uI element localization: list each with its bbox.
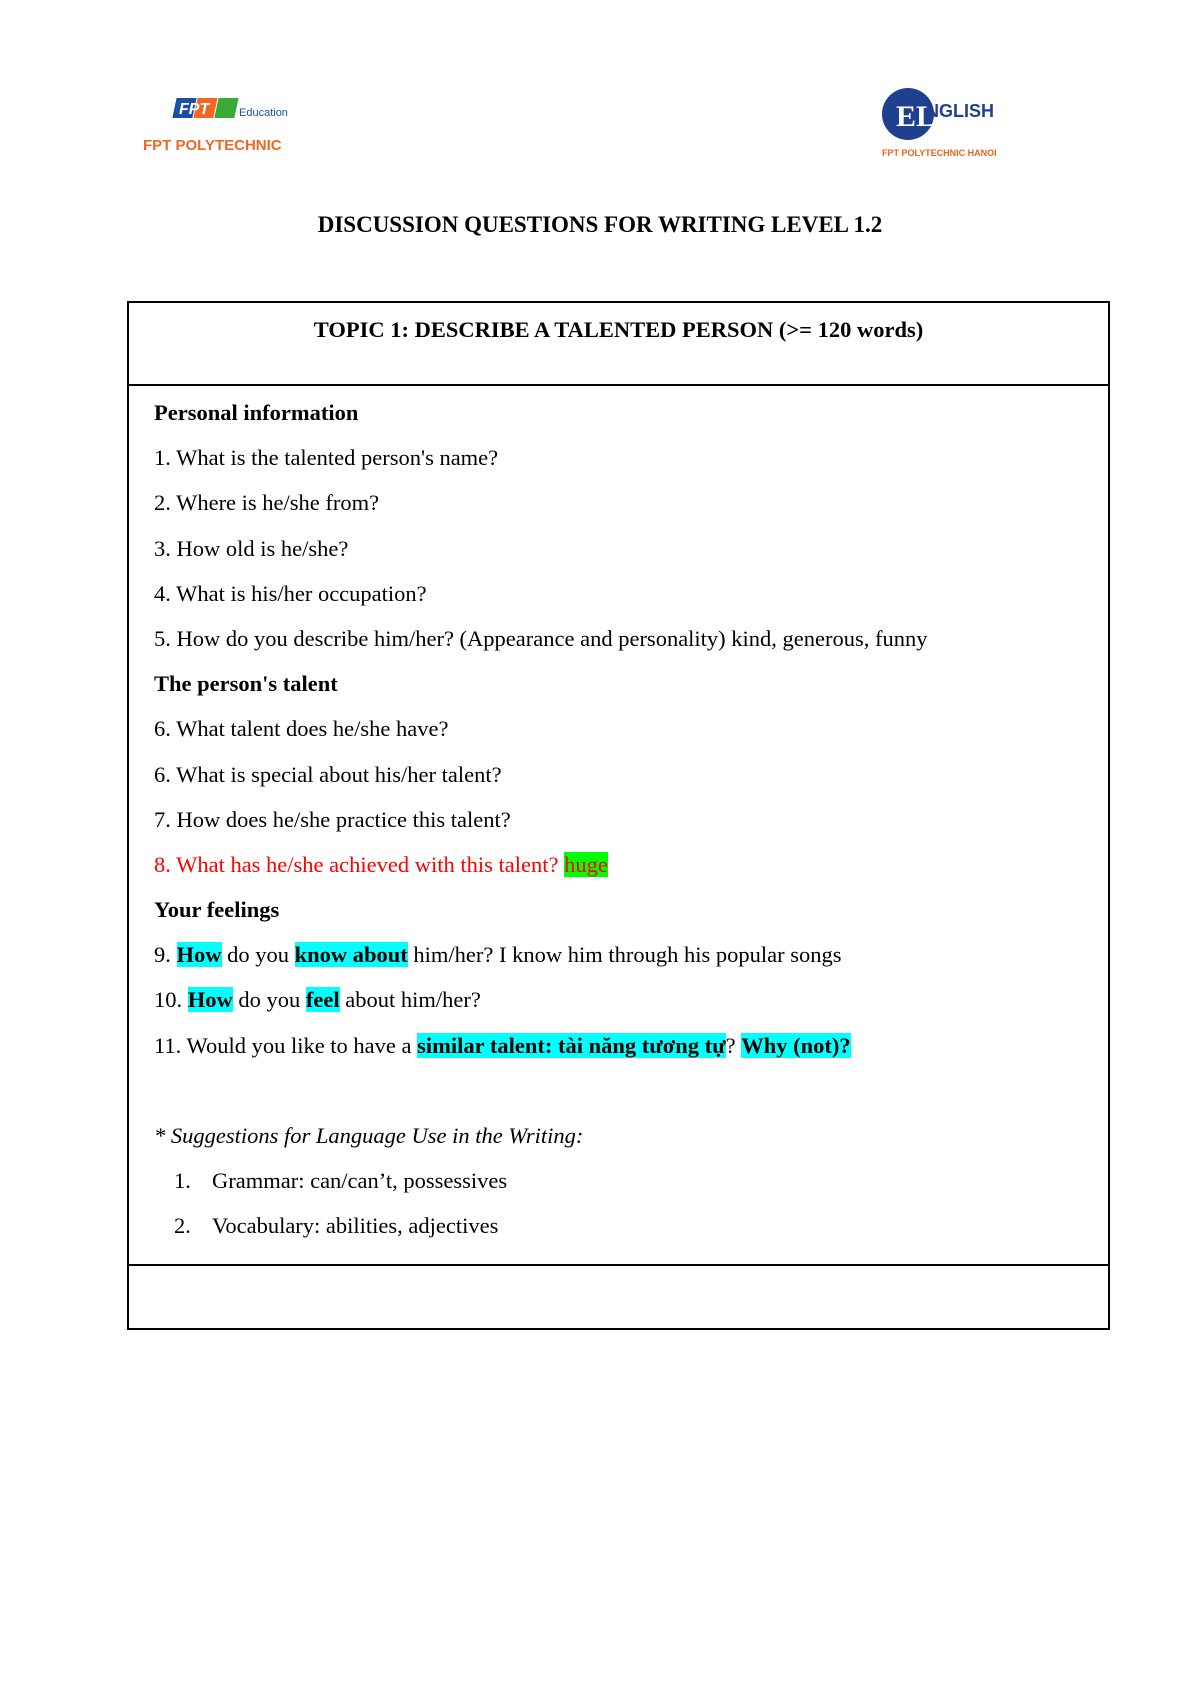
suggestion-num: 1. [174,1168,191,1193]
suggestion-text: Vocabulary: abilities, adjectives [212,1213,499,1239]
suggestions-heading: * Suggestions for Language Use in the Writing: [154,1122,584,1148]
topic-title: TOPIC 1: DESCRIBE A TALENTED PERSON (>= 120 words) [313,317,924,342]
q10-feel: feel [305,987,340,1013]
topic-header-row [129,303,1108,386]
q10-how: How [187,987,233,1013]
question-10 [154,985,1088,1030]
q9-mid: do you [227,942,289,968]
question-11 [154,1031,1088,1076]
q10-num: 10. [154,987,183,1013]
fpt-hanoi-text: FPT POLYTECHNIC HANOI [882,148,997,158]
english-fpt-hanoi-logo [874,86,1034,162]
questions-cell [154,398,1088,1256]
q9-rest: him/her? I know him through his popular songs [413,942,842,968]
question-5: 5. How do you describe him/her? (Appearance and personality) kind, generous, funny [154,625,928,651]
question-2: 2. Where is he/she from? [154,490,380,516]
q9-num: 9. [154,942,171,968]
section-heading-personal: Personal information [154,400,359,425]
fpt-polytechnic-text: FPT POLYTECHNIC [143,137,282,154]
spacer [154,1076,1088,1121]
question-8 [154,850,1088,895]
question-6b: 6. What is special about his/her talent? [154,761,502,787]
q9-know-about: know about [294,942,408,968]
topic-table [127,301,1110,1330]
question-3: 3. How old is he/she? [154,535,349,561]
suggestion-item [154,1166,1088,1211]
section-heading-feelings: Your feelings [154,897,280,923]
empty-answer-row [129,1264,1108,1330]
suggestion-item [154,1211,1088,1256]
q10-rest: about him/her? [345,987,481,1013]
fpt-polytechnic-logo [143,96,323,162]
section-heading-talent: The person's talent [154,671,338,697]
question-8-text: 8. What has he/she achieved with this talent? [154,851,559,877]
question-8-answer: huge [564,851,608,877]
suggestion-text: Grammar: can/can’t, possessives [212,1168,508,1193]
q11-pre: 11. Would you like to have a [154,1032,412,1058]
education-text: Education [239,107,288,119]
q11-why-not: Why (not)? [741,1032,851,1058]
question-9 [154,940,1088,985]
question-4: 4. What is his/her occupation? [154,580,427,606]
english-logo-letters: EL [896,100,937,133]
suggestion-num: 2. [174,1213,191,1239]
fpt-brand-text: FPT [179,101,210,118]
question-1: 1. What is the talented person's name? [154,445,499,471]
question-6a: 6. What talent does he/she have? [154,716,449,742]
english-logo-word: NGLISH [926,101,995,121]
q11-question-mark: ? [725,1032,736,1058]
question-7: 7. How does he/she practice this talent? [154,806,511,832]
q11-similar-talent: similar talent: tài năng tương tự [417,1032,726,1058]
q10-mid: do you [238,987,301,1013]
q9-how: How [176,942,222,968]
document-title: DISCUSSION QUESTIONS FOR WRITING LEVEL 1.2 [317,212,883,237]
